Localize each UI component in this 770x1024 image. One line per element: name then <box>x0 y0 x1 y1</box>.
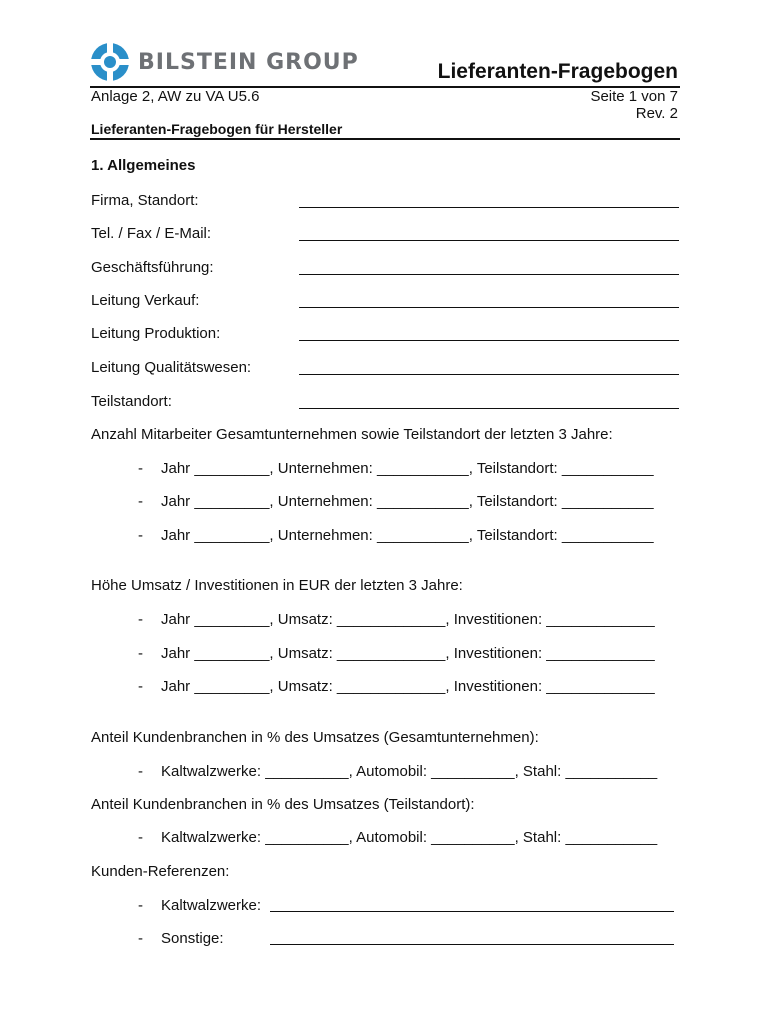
bullet-dash: - <box>138 645 143 662</box>
bullet-dash: - <box>138 493 143 510</box>
field-input-line[interactable] <box>299 374 679 375</box>
bullet-dash: - <box>138 897 143 914</box>
bullet-dash: - <box>138 829 143 846</box>
field-label: Leitung Qualitätswesen: <box>91 359 252 376</box>
employees-line[interactable]: Jahr _________, Unternehmen: ___________, Teilstandort: ___________ <box>161 527 654 544</box>
field-sub-site <box>91 393 681 413</box>
bullet-dash: - <box>138 678 143 695</box>
employees-line[interactable]: Jahr _________, Unternehmen: ___________, Teilstandort: ___________ <box>161 460 654 477</box>
bullet-dash: - <box>138 763 143 780</box>
reference-label: Sonstige: <box>161 930 224 947</box>
document-subtitle: Lieferanten-Fragebogen für Hersteller <box>91 121 343 137</box>
field-quality-lead <box>91 359 681 379</box>
field-label: Leitung Verkauf: <box>91 292 200 309</box>
field-input-line[interactable] <box>299 408 679 409</box>
field-label: Leitung Produktion: <box>91 325 221 342</box>
field-label: Teilstandort: <box>91 393 172 410</box>
revenue-line[interactable]: Jahr _________, Umsatz: _____________, Investitionen: _____________ <box>161 678 655 695</box>
field-input-line[interactable] <box>299 340 679 341</box>
bullet-dash: - <box>138 460 143 477</box>
reference-input-line[interactable] <box>270 911 674 912</box>
field-sales-lead <box>91 292 681 312</box>
field-input-line[interactable] <box>299 274 679 275</box>
share-total-line[interactable]: Kaltwalzwerke: __________, Automobil: __________, Stahl: ___________ <box>161 763 658 780</box>
field-contact <box>91 225 681 245</box>
logo-text: BILSTEIN GROUP <box>138 49 359 75</box>
bilstein-logo-icon <box>90 42 130 82</box>
field-input-line[interactable] <box>299 207 679 208</box>
reference-label: Kaltwalzwerke: <box>161 897 262 914</box>
field-label: Geschäftsführung: <box>91 259 214 276</box>
company-logo <box>90 42 359 82</box>
field-label: Tel. / Fax / E-Mail: <box>91 225 212 242</box>
field-input-line[interactable] <box>299 307 679 308</box>
bullet-dash: - <box>138 611 143 628</box>
employees-line[interactable]: Jahr _________, Unternehmen: ___________, Teilstandort: ___________ <box>161 493 654 510</box>
revision: Rev. 2 <box>635 105 678 122</box>
revenue-line[interactable]: Jahr _________, Umsatz: _____________, Investitionen: _____________ <box>161 611 655 628</box>
field-input-line[interactable] <box>299 240 679 241</box>
share-site-line[interactable]: Kaltwalzwerke: __________, Automobil: __________, Stahl: ___________ <box>161 829 658 846</box>
reference-input-line[interactable] <box>270 944 674 945</box>
revenue-question: Höhe Umsatz / Investitionen in EUR der letzten 3 Jahre: <box>91 577 463 594</box>
annex-reference: Anlage 2, AW zu VA U5.6 <box>91 88 260 105</box>
bullet-dash: - <box>138 527 143 544</box>
subtitle-rule <box>90 138 680 140</box>
field-production-lead <box>91 325 681 345</box>
page-info <box>590 88 678 122</box>
revenue-line[interactable]: Jahr _________, Umsatz: _____________, Investitionen: _____________ <box>161 645 655 662</box>
share-total-question: Anteil Kundenbranchen in % des Umsatzes (Gesamtunternehmen): <box>91 729 539 746</box>
section-heading: 1. Allgemeines <box>91 157 196 174</box>
field-label: Firma, Standort: <box>91 192 199 209</box>
page-number: Seite 1 von 7 <box>590 88 678 105</box>
references-question: Kunden-Referenzen: <box>91 863 230 880</box>
employees-question: Anzahl Mitarbeiter Gesamtunternehmen sowie Teilstandort der letzten 3 Jahre: <box>91 426 613 443</box>
field-firma <box>91 192 681 212</box>
document-title: Lieferanten-Fragebogen <box>437 60 678 83</box>
bullet-dash: - <box>138 930 143 947</box>
field-management <box>91 259 681 279</box>
share-site-question: Anteil Kundenbranchen in % des Umsatzes (Teilstandort): <box>91 796 475 813</box>
